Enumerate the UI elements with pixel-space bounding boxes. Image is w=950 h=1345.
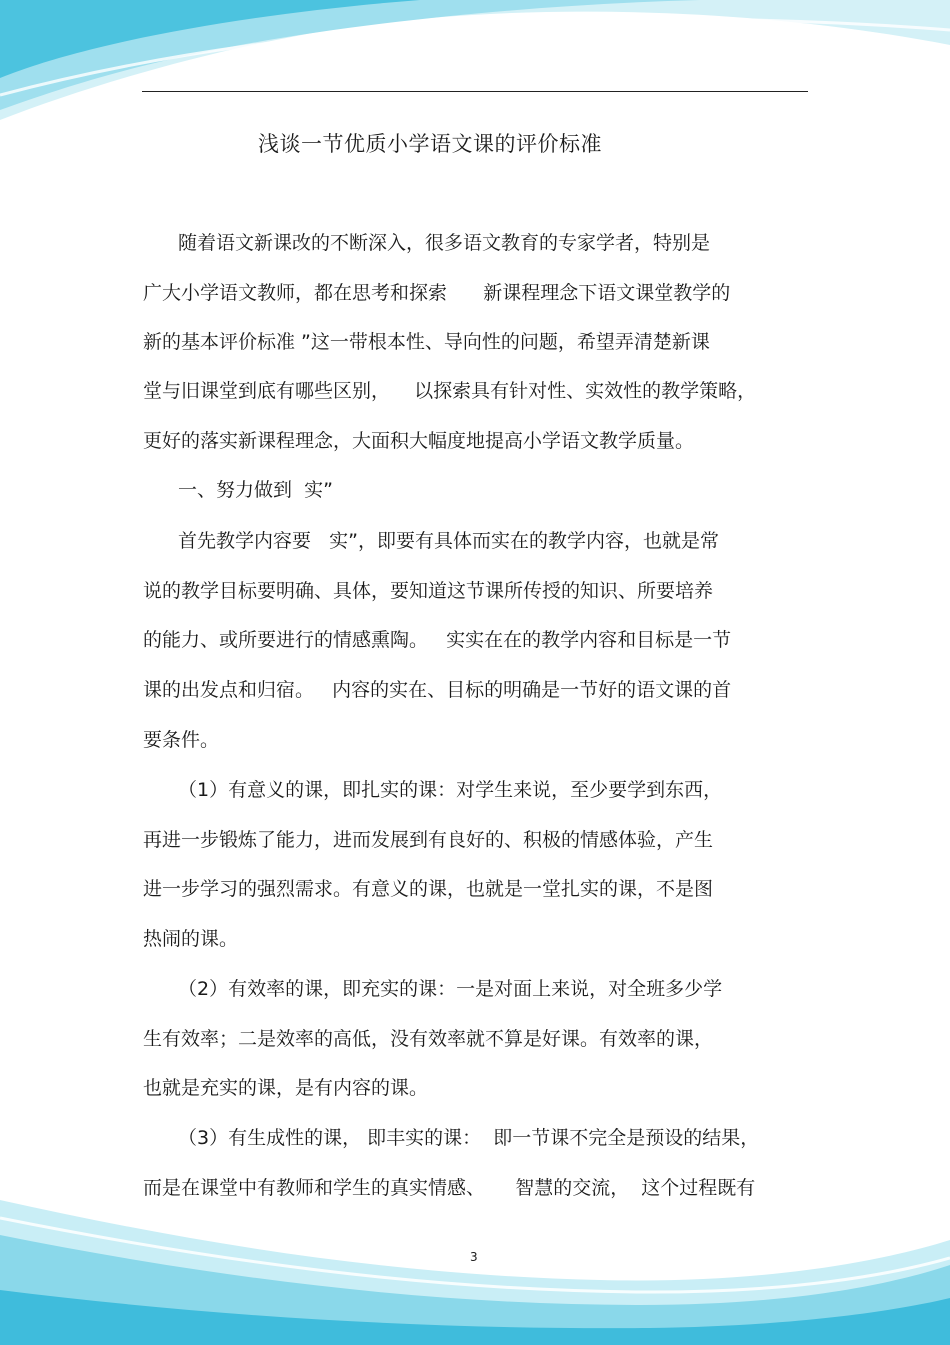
paragraph-line: 课的出发点和归宿。 内容的实在、目标的明确是一节好的语文课的首: [143, 679, 732, 701]
paragraph-line: 新的基本评价标准 ”这一带根本性、导向性的问题，希望弄清楚新课: [143, 331, 710, 353]
paragraph-line: （3）有生成性的课， 即丰实的课： 即一节课不完全是预设的结果，: [178, 1127, 760, 1149]
paragraph-line: 要条件。: [143, 729, 220, 751]
paragraph-line: 说的教学目标要明确、具体，要知道这节课所传授的知识、所要培养: [143, 580, 714, 602]
paragraph-line: 更好的落实新课程理念，大面积大幅度地提高小学语文教学质量。: [143, 430, 695, 452]
document-title: 浅谈一节优质小学语文课的评价标准: [258, 132, 602, 156]
paragraph-line: 广大小学语文教师，都在思考和探索 新课程理念下语文课堂教学的: [143, 282, 731, 304]
paragraph-line: 的能力、或所要进行的情感熏陶。 实实在在的教学内容和目标是一节: [143, 629, 732, 651]
page-number: 3: [470, 1250, 478, 1264]
paragraph-line: 首先教学内容要 实”，即要有具体而实在的教学内容，也就是常: [178, 530, 719, 552]
section-heading: 一、努力做到 实”: [178, 479, 333, 501]
paragraph-line: （1）有意义的课，即扎实的课：对学生来说，至少要学到东西，: [178, 779, 723, 801]
paragraph-line: 也就是充实的课，是有内容的课。: [143, 1077, 429, 1099]
paragraph-line: 进一步学习的强烈需求。有意义的课，也就是一堂扎实的课，不是图: [143, 878, 714, 900]
paragraph-line: 再进一步锻炼了能力，进而发展到有良好的、积极的情感体验，产生: [143, 829, 714, 851]
paragraph-line: 随着语文新课改的不断深入，很多语文教育的专家学者，特别是: [178, 232, 711, 254]
header-rule: [142, 91, 808, 92]
paragraph-line: 堂与旧课堂到底有哪些区别， 以探索具有针对性、实效性的教学策略，: [143, 380, 757, 402]
paragraph-line: 热闹的课。: [143, 928, 239, 950]
paragraph-line: （2）有效率的课，即充实的课：一是对面上来说，对全班多少学: [178, 978, 723, 1000]
paragraph-line: 生有效率；二是效率的高低，没有效率就不算是好课。有效率的课，: [143, 1028, 714, 1050]
paragraph-line: 而是在课堂中有教师和学生的真实情感、 智慧的交流， 这个过程既有: [143, 1177, 756, 1199]
